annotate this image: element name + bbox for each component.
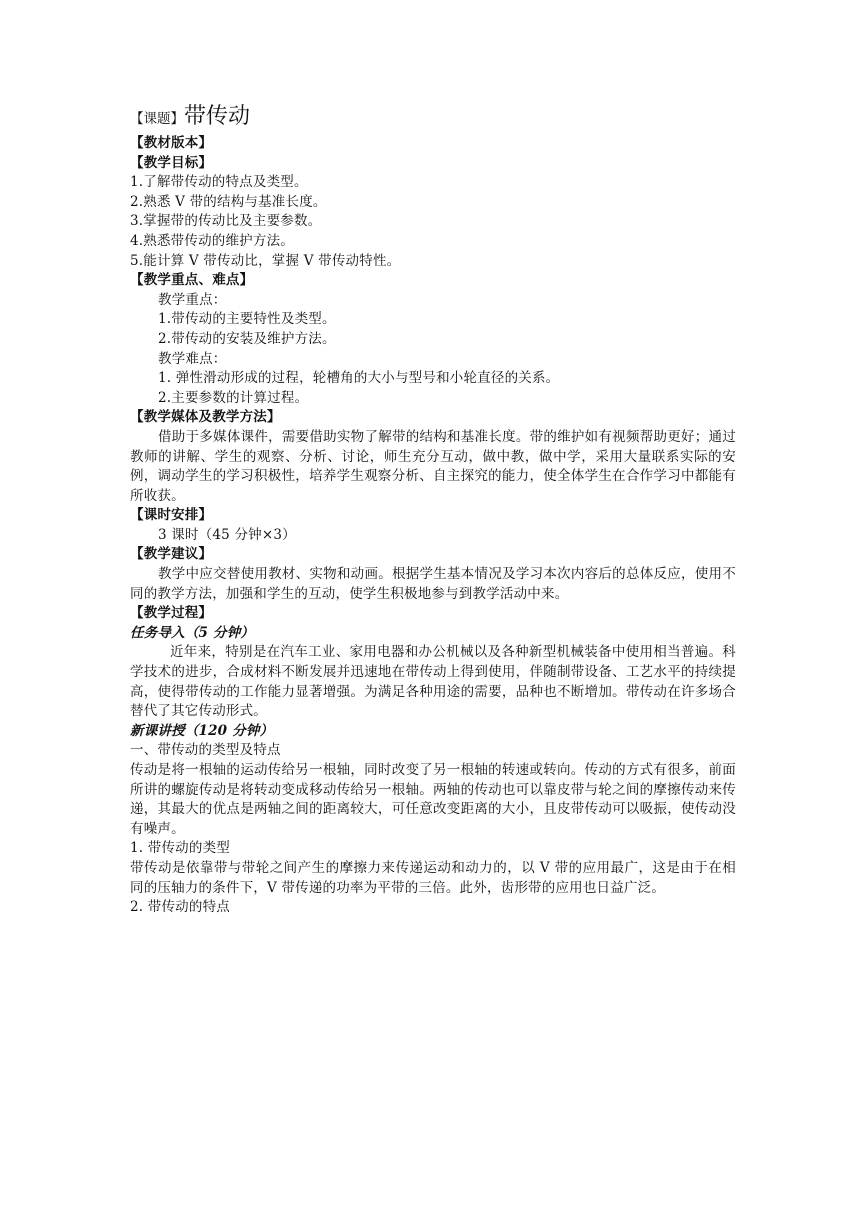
- subsection-paragraph: 带传动是依靠带与带轮之间产生的摩擦力来传递运动和动力的，以 V 带的应用最广，这是由于在相同的压轴力的条件下，V 带传递的功率为平带的三倍。此外，齿形带的应用也日益广泛。: [130, 859, 736, 896]
- textbook-header: 【教材版本】: [130, 135, 213, 151]
- document-page: [130, 100, 736, 918]
- objective-item: 2.熟悉 V 带的结构与基准长度。: [130, 193, 327, 210]
- subsection-heading: 1. 带传动的类型: [130, 840, 230, 857]
- objectives-header: 【教学目标】: [130, 154, 213, 171]
- schedule-text: 3 课时（45 分钟×3）: [158, 526, 296, 543]
- difficult-item: 1. 弹性滑动形成的过程，轮槽角的大小与型号和小轮直径的关系。: [158, 370, 560, 387]
- objective-item: 1.了解带传动的特点及类型。: [130, 174, 308, 191]
- key-item: 1.带传动的主要特性及类型。: [158, 311, 336, 328]
- media-paragraph: 借助于多媒体课件，需要借助实物了解带的结构和基准长度。带的维护如有视频帮助更好；通过教师的讲解、学生的观察、分析、讨论，师生充分互动，做中教，做中学，采用大量联系实际的安例，调动学生的学习积极性，培养学生观察分析、自主探究的能力，使全体学生在合作学习中都能有所收获。: [130, 428, 736, 504]
- subsection-heading: 2. 带传动的特点: [130, 899, 230, 916]
- process-header: 【教学过程】: [130, 605, 213, 622]
- title-main: 带传动: [184, 104, 251, 129]
- new-lesson-heading: 新课讲授（120 分钟）: [130, 722, 274, 739]
- advice-paragraph: 教学中应交替使用教材、实物和动画。根据学生基本情况及学习本次内容后的总体反应，使用不同的教学方法，加强和学生的互动，使学生积极地参与到教学活动中来。: [130, 566, 736, 602]
- intro-paragraph: 近年来，特别是在汽车工业、家用电器和办公机械以及各种新型机械装备中使用相当普遍。科学技术的进步，合成材料不断发展并迅速地在带传动上得到使用，伴随制带设备、工艺水平的持续提高，使得带传动的工作能力显著增强。为满足各种用途的需要，品种也不断增加。带传动在许多场合替代了其它传动形式。: [130, 644, 736, 720]
- keypoints-header: 【教学重点、难点】: [130, 272, 254, 289]
- objective-item: 4.熟悉带传动的维护方法。: [130, 232, 294, 249]
- lesson-title: [130, 100, 736, 134]
- difficult-label: 教学难点：: [158, 350, 227, 367]
- key-item: 2.带传动的安装及维护方法。: [158, 330, 336, 347]
- media-header: 【教学媒体及教学方法】: [130, 409, 281, 426]
- difficult-item: 2.主要参数的计算过程。: [158, 389, 309, 406]
- objective-item: 3.掌握带的传动比及主要参数。: [130, 213, 322, 230]
- section-paragraph: 传动是将一根轴的运动传给另一根轴，同时改变了另一根轴的转速或转向。传动的方式有很多，前面所讲的螺旋传动是将转动变成移动传给另一根轴。两轴的传动也可以靠皮带与轮之间的摩擦传动来传递，其最大的优点是两轴之间的距离较大，可任意改变距离的大小，且皮带传动可以吸振，使传动没有噪声。: [130, 762, 736, 837]
- task-intro-heading: 任务导入（5 分钟）: [130, 624, 255, 641]
- title-prefix: 【课题】: [130, 111, 184, 127]
- objective-item: 5.能计算 V 带传动比，掌握 V 带传动特性。: [130, 252, 401, 269]
- advice-header: 【教学建议】: [130, 546, 213, 563]
- section-heading: 一、带传动的类型及特点: [130, 742, 281, 759]
- key-label: 教学重点：: [158, 291, 227, 308]
- schedule-header: 【课时安排】: [130, 507, 213, 524]
